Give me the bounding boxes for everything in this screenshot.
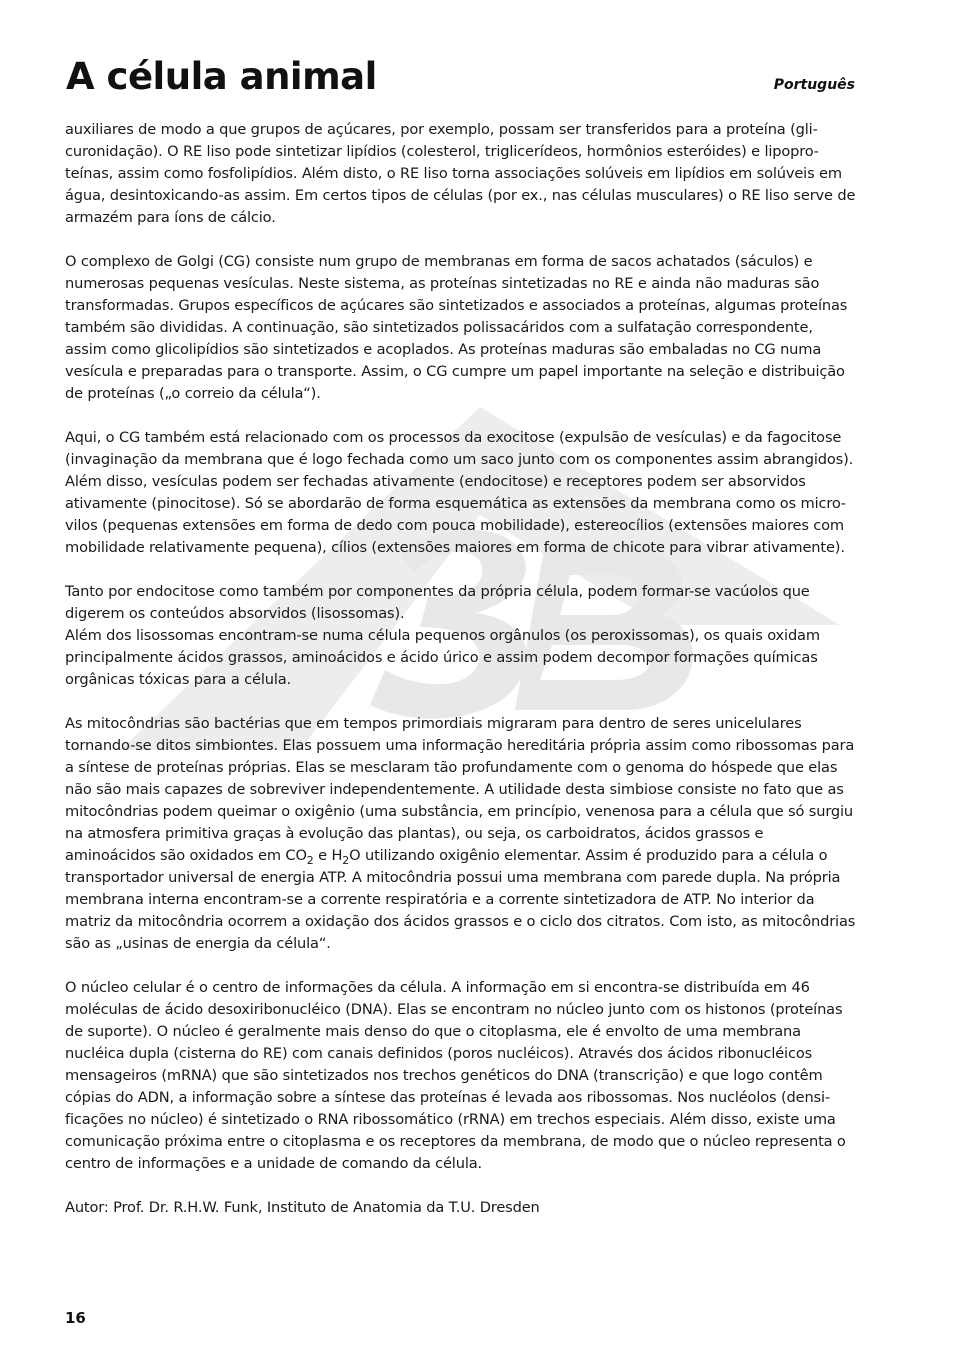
paragraph-golgi: O complexo de Golgi (CG) consiste num grupo de membranas em forma de sacos achatados (sáculos) e numerosas pequenas vesículas. Neste sistema, as proteínas sintetizadas no RE e ainda não maduras são transformadas. Grupos específicos de açúcares são sintetizados e associados a proteínas, algumas proteínas também são divididas. A continuação, são sintetizados polissacáridos com a sulfatação correspondente, assim como glicolipídios são sintetizados e acoplados. As proteínas maduras são embaladas no CG numa vesícula e preparadas para o transporte. Assim, o CG cumpre um papel importante na seleção e distribuição de proteínas („o correio da célula“).	[65, 253, 848, 402]
paragraph-re-liso: auxiliares de modo a que grupos de açúcares, por exemplo, possam ser transferidos para a proteína (glicuronidação). O RE liso pode sintetizar lipídios (colesterol, triglicerídeos, hormônios esteróides) e lipoproteínas, assim como fosfolipídios. Além disto, o RE liso torna associações solúveis em lipídios em solúveis em água, desintoxicando-as assim. Em certos tipos de células (por ex., nas células musculares) o RE liso serve de armazém para íons de cálcio.	[65, 121, 856, 226]
page-title: A célula animal	[66, 55, 377, 98]
language-label: Português	[773, 77, 855, 93]
paragraph-exocitose: Aqui, o CG também está relacionado com os processos da exocitose (expulsão de vesículas) e da fagocitose (invaginação da membrana que é logo fechada como um saco junto com os componentes assim abrangidos). Além disso, vesículas podem ser fechadas ativamente (endocitose) e receptores podem ser absorvidos ativamente (pinocitose). Só se abordarão de forma esquemática as extensões da membrana como os microvilos (pequenas extensões em forma de dedo com pouca mobilidade), estereocílios (extensões maiores com mobilidade relativamente pequena), cílios (extensões maiores em forma de chicote para vibrar ativamente).	[65, 429, 854, 556]
document-body	[65, 119, 856, 1219]
paragraph-nucleo: O núcleo celular é o centro de informações da célula. A informação em si encontra-se distribuída em 46 moléculas de ácido desoxiribonucléico (DNA). Elas se encontram no núcleo junto com os histonos (proteínas de suporte). O núcleo é geralmente mais denso do que o citoplasma, ele é envolto de uma membrana nucléica dupla (cisterna do RE) com canais definidos (poros nucléicos). Através dos ácidos ribonucléicos mensageiros (mRNA) que são sintetizados nos trechos genéticos do DNA (transcrição) e que logo contêm cópias do ADN, a informação sobre a síntese das proteínas é levada aos ribossomas. Nos nucléolos (densificações no núcleo) é sintetizado o RNA ribossomático (rRNA) em trechos especiais. Além disso, existe uma comunicação próxima entre o citoplasma e os receptores da membrana, de modo que o núcleo representa o centro de informações e a unidade de comando da célula.	[65, 979, 846, 1172]
paragraph-vacuolos: Tanto por endocitose como também por componentes da própria célula, podem formar-se vacúolos que digerem os conteúdos absorvidos (lisossomas).	[65, 583, 810, 622]
mitocondrias-text-a: As mitocôndrias são bactérias que em tempos primordiais migraram para dentro de seres unicelulares tornando-se ditos simbiontes. Elas possuem uma informação hereditária própria assim como ribossomas para a síntese de proteínas próprias. Elas se mesclaram tão profundamente com o genoma do hóspede que elas não são mais capazes de sobreviver independentemente. A utilidade desta simbiose consiste no fato que as mitocôndrias podem queimar o oxigênio (uma substância, em princípio, venenosa para a célula que só surgiu na atmosfera primitiva graças à evolução das plantas), ou seja, os carboidratos, ácidos grassos e aminoácidos são oxidados em CO	[65, 715, 855, 864]
mitocondrias-text-c: O utilizando oxigênio elementar. Assim é produzido para a célula o transportador universal de energia ATP. A mitocôndria possui uma membrana com parede dupla. Na própria membrana interna encontram-se a corrente respiratória e a corrente sintetizadora de ATP. No interior da matriz da mitocôndria ocorrem a oxidação dos ácidos grassos e o ciclo dos citratos. Com isto, as mitocôndrias são as „usinas de energia da célula“.	[65, 847, 856, 952]
subscript-co2: 2	[306, 854, 314, 867]
paragraph-mitocondrias	[65, 713, 856, 955]
author-line: Autor: Prof. Dr. R.H.W. Funk, Instituto de Anatomia da T.U. Dresden	[65, 1199, 540, 1216]
page-number: 16	[65, 1309, 86, 1327]
mitocondrias-text-b: e H	[313, 847, 343, 864]
paragraph-peroxissomas: Além dos lisossomas encontram-se numa célula pequenos orgânulos (os peroxissomas), os quais oxidam principalmente ácidos grassos, aminoácidos e ácido úrico e assim podem decompor formações químicas orgânicas tóxicas para a célula.	[65, 627, 820, 688]
subscript-h2o: 2	[342, 854, 350, 867]
